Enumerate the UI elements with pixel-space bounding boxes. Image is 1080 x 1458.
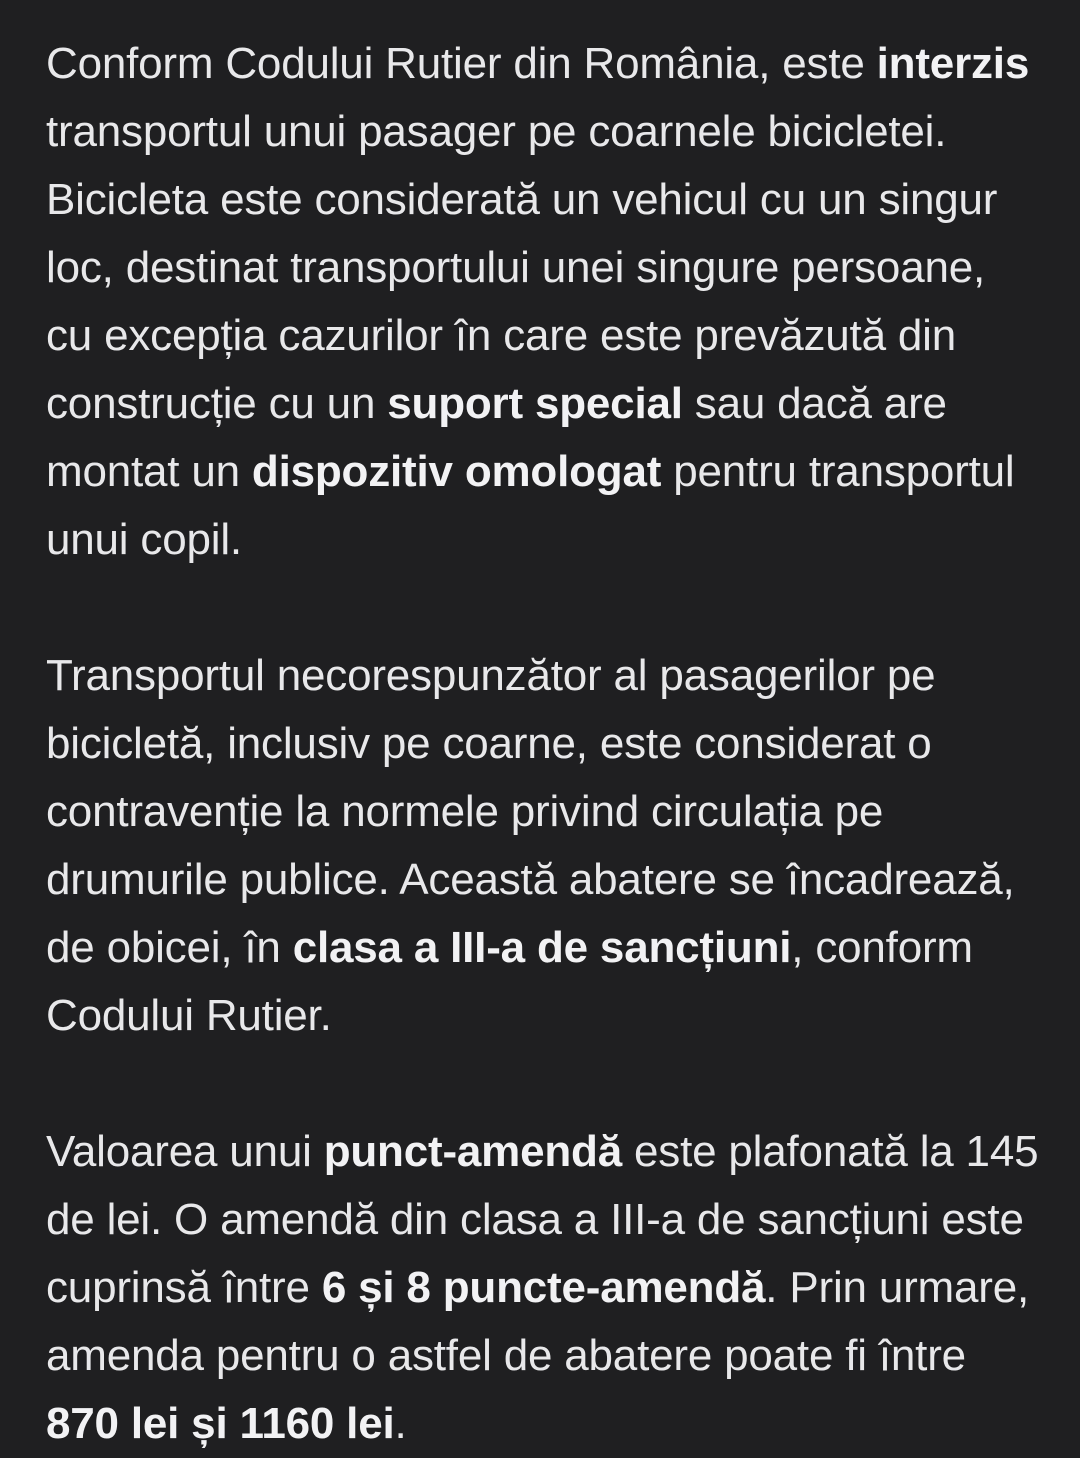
bold-suport-special: suport special bbox=[387, 379, 683, 428]
text-span: . bbox=[394, 1399, 407, 1448]
paragraph-fine bbox=[46, 1118, 1040, 1458]
bold-clasa-sanctiuni: clasa a III-a de sancțiuni bbox=[292, 923, 792, 972]
text-span: este plafonată la 145 de lei. O amendă din clasa a III-a de sancțiuni este cuprinsă între bbox=[46, 1127, 1039, 1312]
bold-puncte-range: 6 și 8 puncte-amendă bbox=[321, 1263, 766, 1312]
text-span: , conform Codului Rutier. bbox=[46, 923, 973, 1040]
text-span: transportul unui pasager pe coarnele bicicletei. Bicicleta este considerată un vehicul cu un singur loc, destinat transportului unei singure persoane, cu excepția cazurilor în care este prevăzută din construcție cu un bbox=[46, 107, 998, 428]
bold-dispozitiv-omologat: dispozitiv omologat bbox=[251, 447, 662, 496]
text-span: Valoarea unui bbox=[46, 1127, 324, 1176]
paragraph-contravention bbox=[46, 642, 1040, 1050]
text-span: . Prin urmare, amenda pentru o astfel de abatere poate fi între bbox=[46, 1263, 1030, 1380]
text-span: sau dacă are montat un bbox=[46, 379, 947, 496]
text-span: pentru transportul unui copil. bbox=[46, 447, 1015, 564]
paragraph-prohibition bbox=[46, 30, 1040, 574]
text-span: Conform Codului Rutier din România, este bbox=[46, 39, 877, 88]
bold-fine-range: 870 lei și 1160 lei bbox=[46, 1399, 395, 1448]
bold-interzis: interzis bbox=[876, 39, 1030, 88]
bold-punct-amenda: punct-amendă bbox=[323, 1127, 622, 1176]
text-span: Transportul necorespunzător al pasagerilor pe bicicletă, inclusiv pe coarne, este considerat o contravenție la normele privind circulația pe drumurile publice. Această abatere se încadrează, de obicei, în bbox=[46, 651, 1015, 972]
